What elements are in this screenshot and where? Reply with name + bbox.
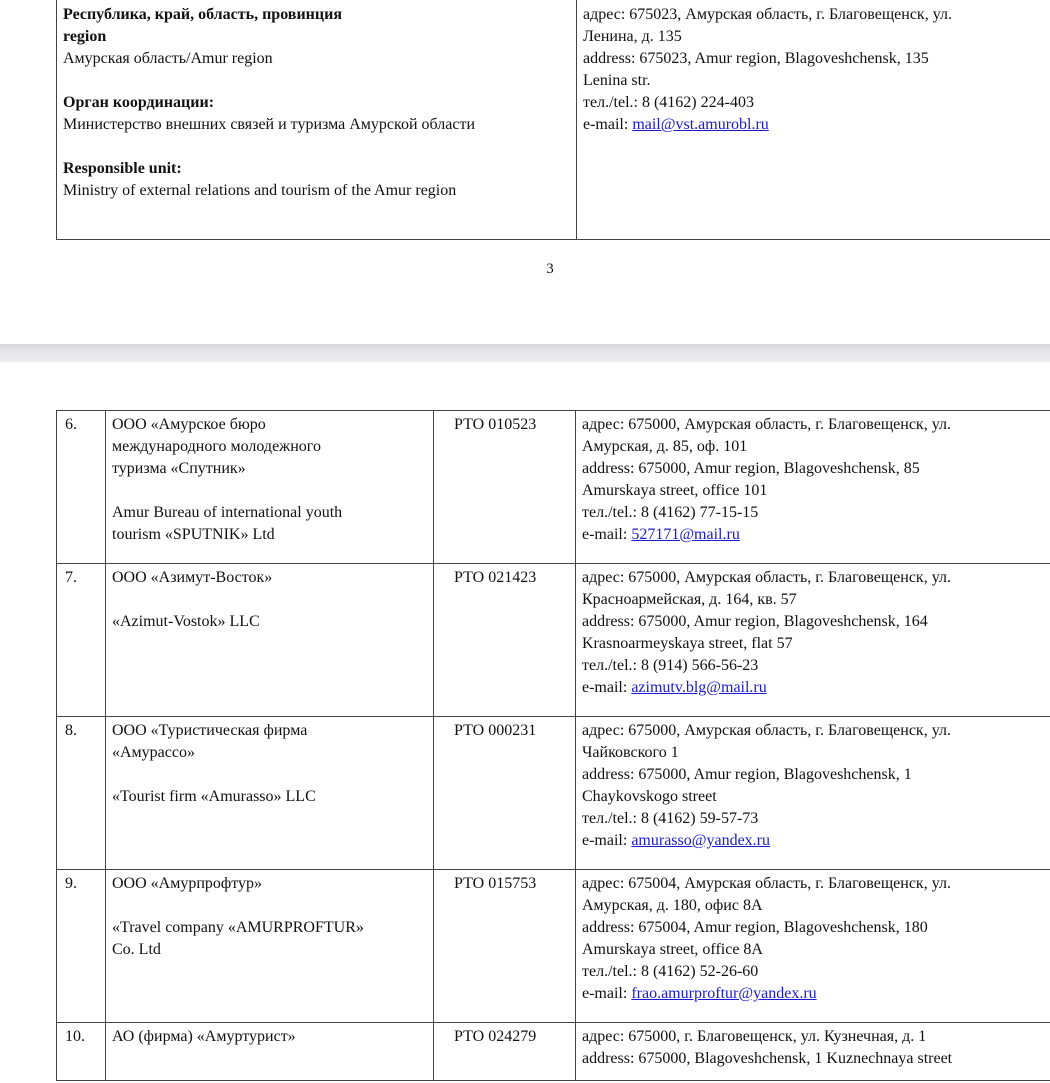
registry-number: РТО 021423 [454, 569, 537, 586]
region-heading-ru: Республика, край, область, провинция [63, 6, 342, 23]
organization-name-en: Co. Ltd [112, 941, 161, 958]
coordination-heading: Орган координации: [63, 94, 215, 111]
organization-name-cell [106, 411, 434, 564]
contact-line: address: 675000, Amur region, Blagoveshchensk, 1 [582, 766, 912, 783]
organization-name-ru: «Амурассо» [112, 744, 195, 761]
region-heading-en: region [63, 28, 107, 45]
contact-cell [576, 564, 1050, 717]
contact-line: адрес: 675004, Амурская область, г. Благовещенск, ул. [582, 875, 951, 892]
row-number: 10. [65, 1028, 85, 1045]
responsible-value: Ministry of external relations and tourism of the Amur region [63, 182, 457, 199]
document-page-upper [0, 0, 1050, 344]
table-row [57, 564, 1050, 717]
table-row [57, 1023, 1050, 1081]
contact-line: тел./tel.: 8 (4162) 52-26-60 [582, 963, 759, 980]
table-row [57, 870, 1050, 1023]
contact-line: тел./tel.: 8 (4162) 59-57-73 [582, 810, 759, 827]
contact-line: Ленина, д. 135 [583, 28, 682, 45]
organization-name-ru: ООО «Туристическая фирма [112, 722, 308, 739]
email-line [582, 524, 1044, 546]
table-row [57, 0, 1050, 240]
organization-name-en: «Travel company «AMURPROFTUR» [112, 919, 364, 936]
page-number: 3 [546, 261, 554, 277]
organization-name-cell [106, 870, 434, 1023]
organization-name-cell [106, 717, 434, 870]
organization-name-en: Amur Bureau of international youth [112, 504, 343, 521]
contact-line: Амурская, д. 85, оф. 101 [582, 438, 748, 455]
table-row [57, 717, 1050, 870]
organization-name-ru: ООО «Амурпрофтур» [112, 875, 263, 892]
contact-cell [576, 1023, 1050, 1081]
contact-cell [576, 411, 1050, 564]
operators-table-body [57, 411, 1050, 1081]
contact-cell [576, 870, 1050, 1023]
contact-line: тел./tel.: 8 (4162) 77-15-15 [582, 504, 759, 521]
contact-line: адрес: 675023, Амурская область, г. Благовещенск, ул. [583, 6, 952, 23]
contact-line: Amurskaya street, office 8А [582, 941, 763, 958]
document-page-lower [0, 362, 1050, 1083]
contact-line: Chaykovskogo street [582, 788, 717, 805]
organization-name-ru: ООО «Азимут-Восток» [112, 569, 273, 586]
coordination-value: Министерство внешних связей и туризма Амурской области [63, 116, 476, 133]
contact-line: Amurskaya street, office 101 [582, 482, 768, 499]
registry-number: РТО 024279 [454, 1028, 537, 1045]
contact-line: тел./tel.: 8 (4162) 224-403 [583, 94, 754, 111]
contact-line: address: 675023, Amur region, Blagoveshchensk, 135 [583, 50, 929, 67]
contact-line: адрес: 675000, Амурская область, г. Благовещенск, ул. [582, 569, 951, 586]
email-line [582, 830, 1044, 852]
page-separator [0, 344, 1050, 362]
email-link[interactable]: frao.amurproftur@yandex.ru [631, 985, 817, 1002]
region-contact-cell [577, 0, 1050, 240]
email-line [583, 114, 1044, 136]
email-link[interactable]: amurasso@yandex.ru [631, 832, 771, 849]
row-number: 8. [65, 722, 77, 739]
table-row [57, 411, 1050, 564]
row-number-cell [57, 564, 106, 717]
responsible-heading: Responsible unit: [63, 160, 182, 177]
registry-number-cell [434, 870, 576, 1023]
row-number: 6. [65, 416, 77, 433]
contact-line: тел./tel.: 8 (914) 566-56-23 [582, 657, 759, 674]
organization-name-cell [106, 1023, 434, 1081]
contact-line: Чайковского 1 [582, 744, 679, 761]
contact-cell [576, 717, 1050, 870]
contact-line: address: 675000, Amur region, Blagoveshchensk, 85 [582, 460, 920, 477]
email-prefix: e-mail: [582, 985, 632, 1002]
row-number: 7. [65, 569, 77, 586]
region-info-cell [57, 0, 577, 240]
registry-number-cell [434, 717, 576, 870]
email-line [582, 677, 1044, 699]
region-table [56, 0, 1050, 240]
organization-name-cell [106, 564, 434, 717]
email-prefix: e-mail: [582, 679, 632, 696]
registry-number: РТО 015753 [454, 875, 537, 892]
region-value: Амурская область/Amur region [63, 50, 273, 67]
operators-table [56, 410, 1050, 1081]
organization-name-en: «Tourist firm «Amurasso» LLC [112, 788, 316, 805]
organization-name-ru: международного молодежного [112, 438, 321, 455]
contact-line: адрес: 675000, Амурская область, г. Благовещенск, ул. [582, 722, 951, 739]
row-number-cell [57, 1023, 106, 1081]
organization-name-ru: АО (фирма) «Амуртурист» [112, 1028, 296, 1045]
registry-number: РТО 010523 [454, 416, 537, 433]
contact-line: Lenina str. [583, 72, 651, 89]
contact-line: адрес: 675000, Амурская область, г. Благовещенск, ул. [582, 416, 951, 433]
email-link[interactable]: mail@vst.amurobl.ru [632, 116, 769, 133]
contact-line: Красноармейская, д. 164, кв. 57 [582, 591, 797, 608]
email-prefix: e-mail: [583, 116, 633, 133]
contact-line: address: 675000, Blagoveshchensk, 1 Kuznechnaya street [582, 1050, 953, 1067]
organization-name-en: «Azimut-Vostok» LLC [112, 613, 260, 630]
row-number: 9. [65, 875, 77, 892]
contact-line: адрес: 675000, г. Благовещенск, ул. Кузнечная, д. 1 [582, 1028, 927, 1045]
row-number-cell [57, 870, 106, 1023]
registry-number-cell [434, 1023, 576, 1081]
email-line [582, 983, 1044, 1005]
organization-name-en: tourism «SPUTNIK» Ltd [112, 526, 275, 543]
registry-number-cell [434, 564, 576, 717]
email-prefix: e-mail: [582, 526, 632, 543]
row-number-cell [57, 411, 106, 564]
registry-number: РТО 000231 [454, 722, 537, 739]
organization-name-ru: ООО «Амурское бюро [112, 416, 266, 433]
row-number-cell [57, 717, 106, 870]
contact-line: address: 675000, Amur region, Blagoveshchensk, 164 [582, 613, 928, 630]
email-link[interactable]: 527171@mail.ru [631, 526, 740, 543]
contact-line: Амурская, д. 180, офис 8А [582, 897, 763, 914]
registry-number-cell [434, 411, 576, 564]
contact-line: Krasnoarmeyskaya street, flat 57 [582, 635, 793, 652]
organization-name-ru: туризма «Спутник» [112, 460, 246, 477]
email-link[interactable]: azimutv.blg@mail.ru [631, 679, 767, 696]
email-prefix: e-mail: [582, 832, 632, 849]
contact-line: address: 675004, Amur region, Blagoveshchensk, 180 [582, 919, 928, 936]
